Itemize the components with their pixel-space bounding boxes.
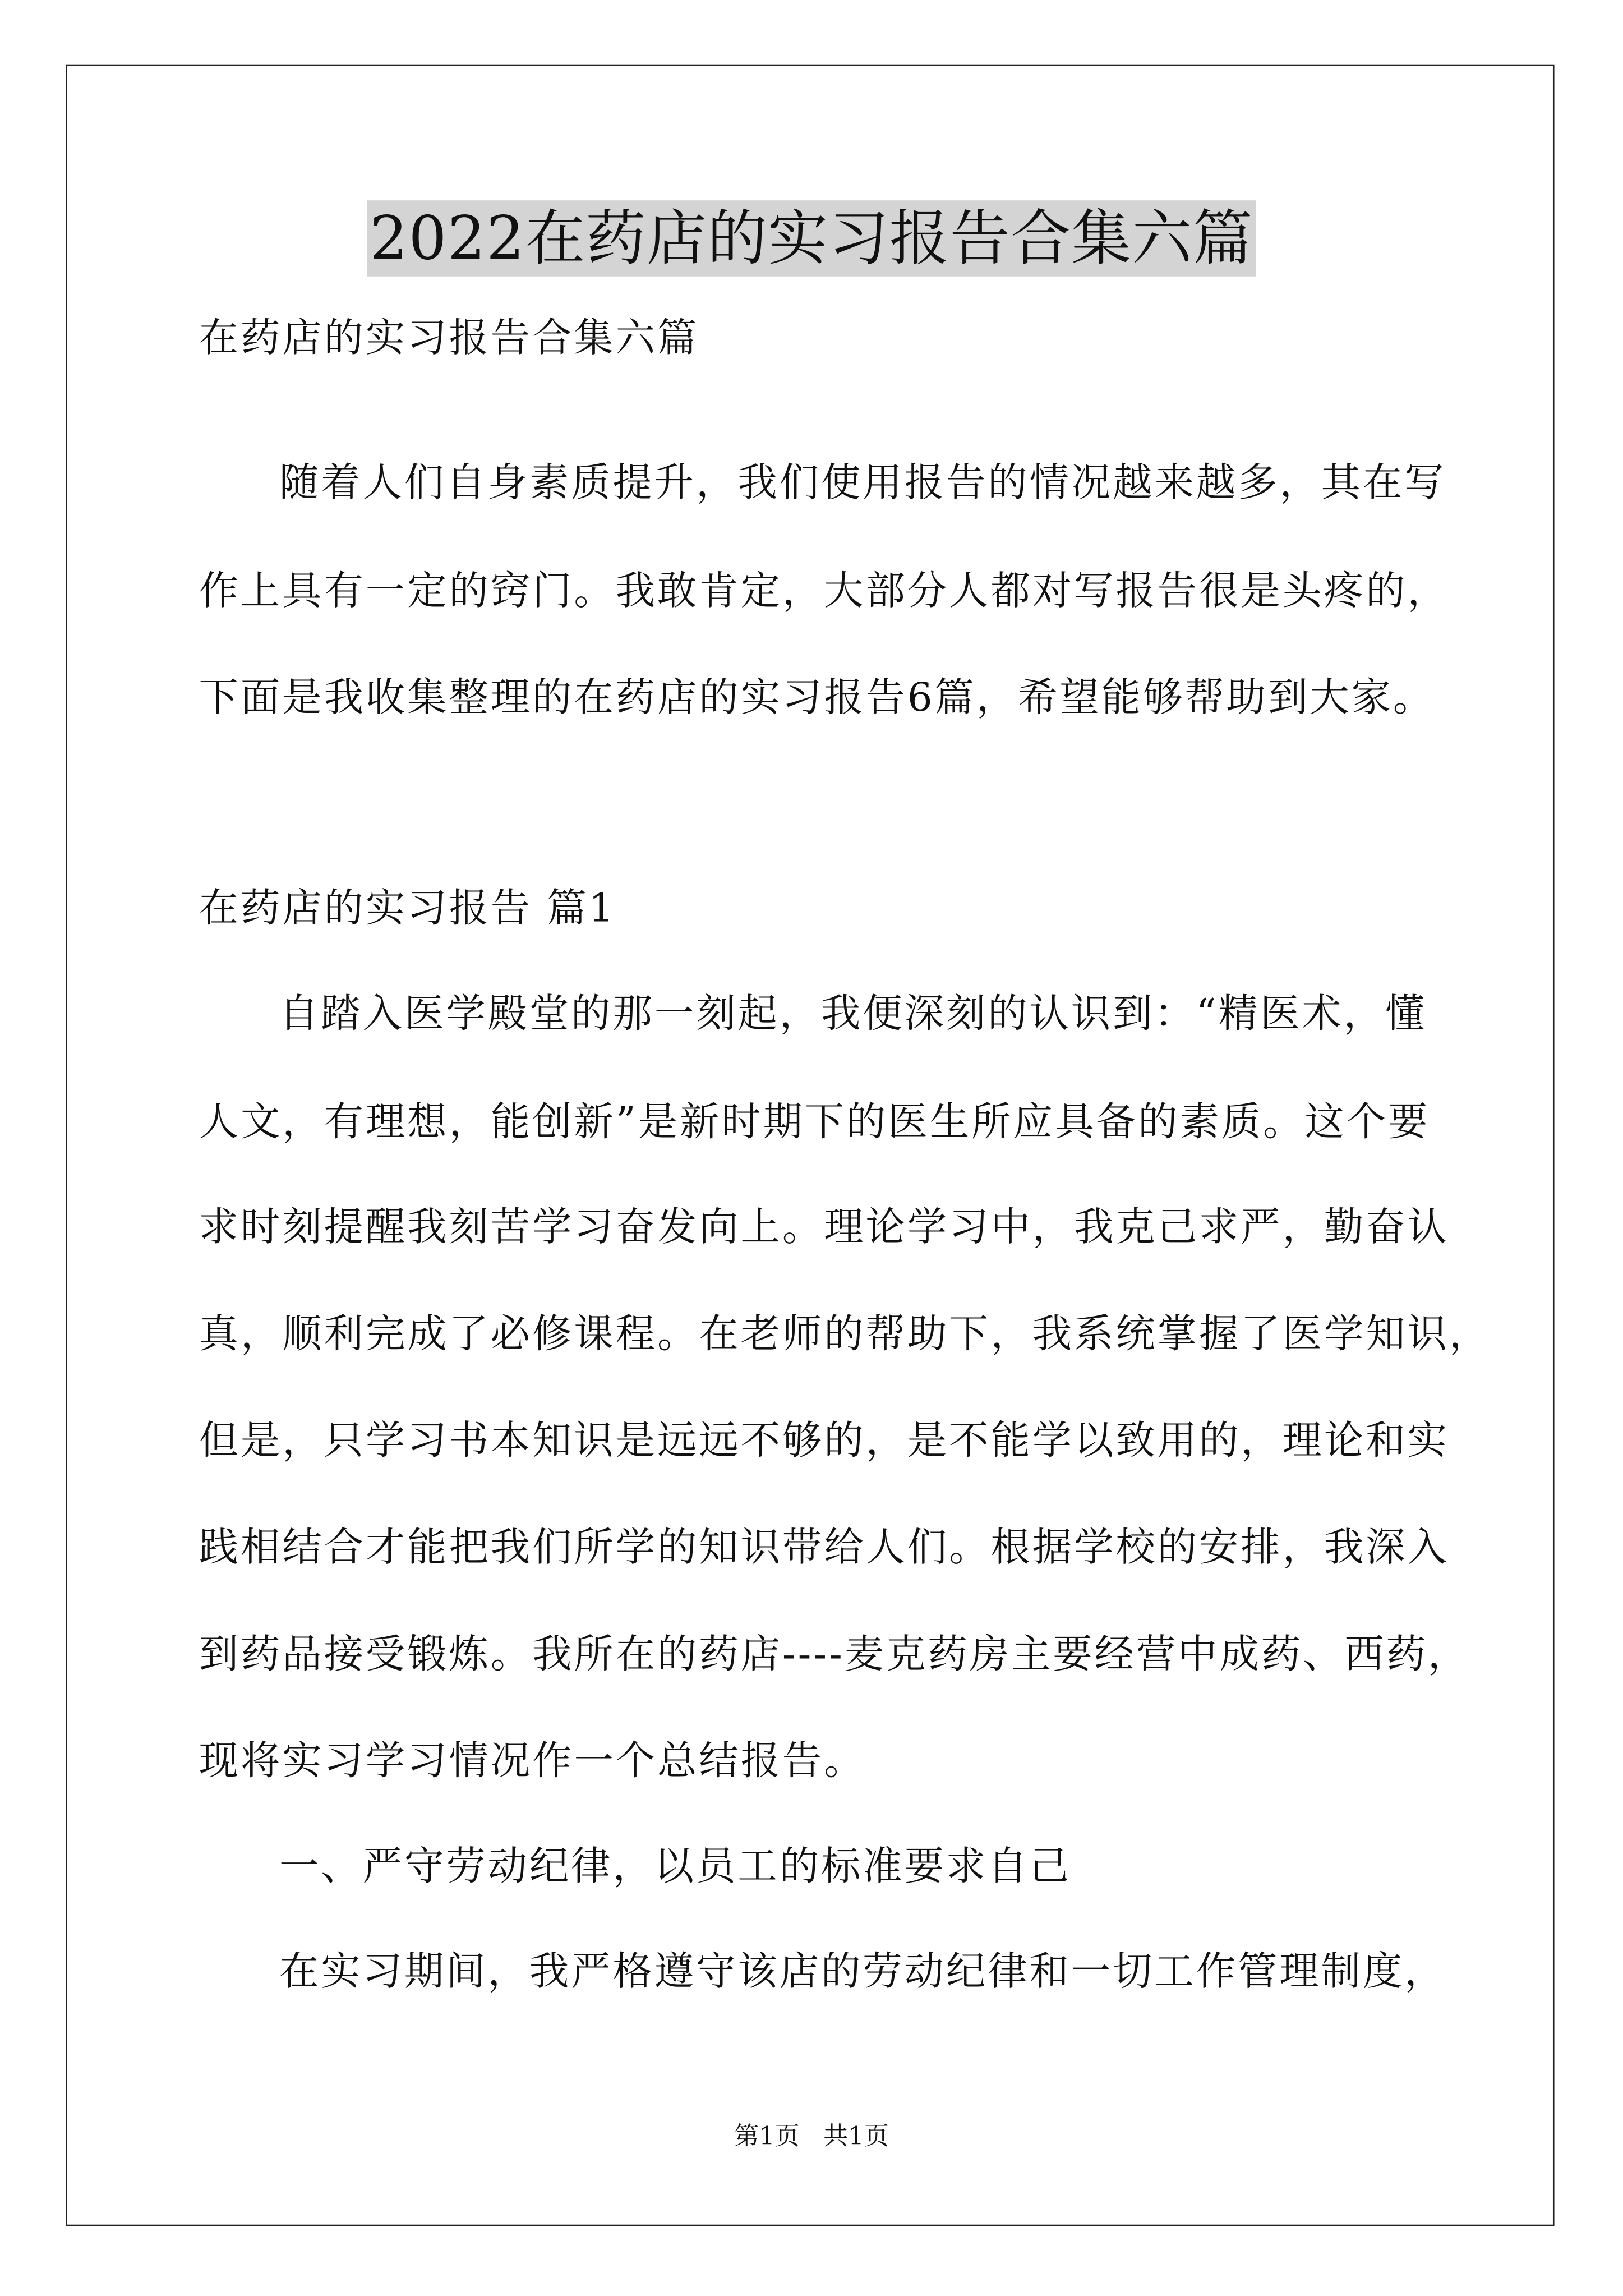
intro-line-2: 作上具有一定的窍门。我敢肯定，大部分人都对写报告很是头疼的， bbox=[199, 569, 1449, 615]
section-line-6: 践相结合才能把我们所学的知识带给人们。根据学校的安排，我深入 bbox=[199, 1525, 1449, 1571]
section-line-7: 到药品接受锻炼。我所在的药店----麦克药房主要经营中成药、西药， bbox=[199, 1632, 1470, 1678]
section-line-2: 人文，有理想，能创新”是新时期下的医生所应具备的素质。这个要 bbox=[199, 1099, 1430, 1145]
section-line-5: 但是，只学习书本知识是远远不够的，是不能学以致用的，理论和实 bbox=[199, 1419, 1449, 1464]
section-line-8: 现将实习学习情况作一个总结报告。 bbox=[199, 1739, 866, 1784]
title-container bbox=[0, 200, 1623, 277]
section-line-3: 求时刻提醒我刻苦学习奋发向上。理论学习中，我克己求严，勤奋认 bbox=[199, 1205, 1449, 1251]
page-footer: 第1页 共1页 bbox=[734, 2122, 889, 2152]
document-subtitle: 在药店的实习报告合集六篇 bbox=[199, 316, 699, 362]
document-title: 2022在药店的实习报告合集六篇 bbox=[367, 200, 1256, 277]
section-line-4: 真，顺利完成了必修课程。在老师的帮助下，我系统掌握了医学知识， bbox=[199, 1312, 1491, 1358]
section-line-1: 自踏入医学殿堂的那一刻起，我便深刻的认识到：“精医术，懂 bbox=[279, 991, 1427, 1037]
point-line-1: 在实习期间，我严格遵守该店的劳动纪律和一切工作管理制度， bbox=[279, 1949, 1446, 1995]
point-heading: 一、严守劳动纪律，以员工的标准要求自己 bbox=[279, 1844, 1071, 1890]
section-heading: 在药店的实习报告 篇1 bbox=[199, 886, 616, 932]
intro-line-3: 下面是我收集整理的在药店的实习报告6篇，希望能够帮助到大家。 bbox=[199, 675, 1435, 721]
intro-line-1: 随着人们自身素质提升，我们使用报告的情况越来越多，其在写 bbox=[279, 461, 1446, 507]
